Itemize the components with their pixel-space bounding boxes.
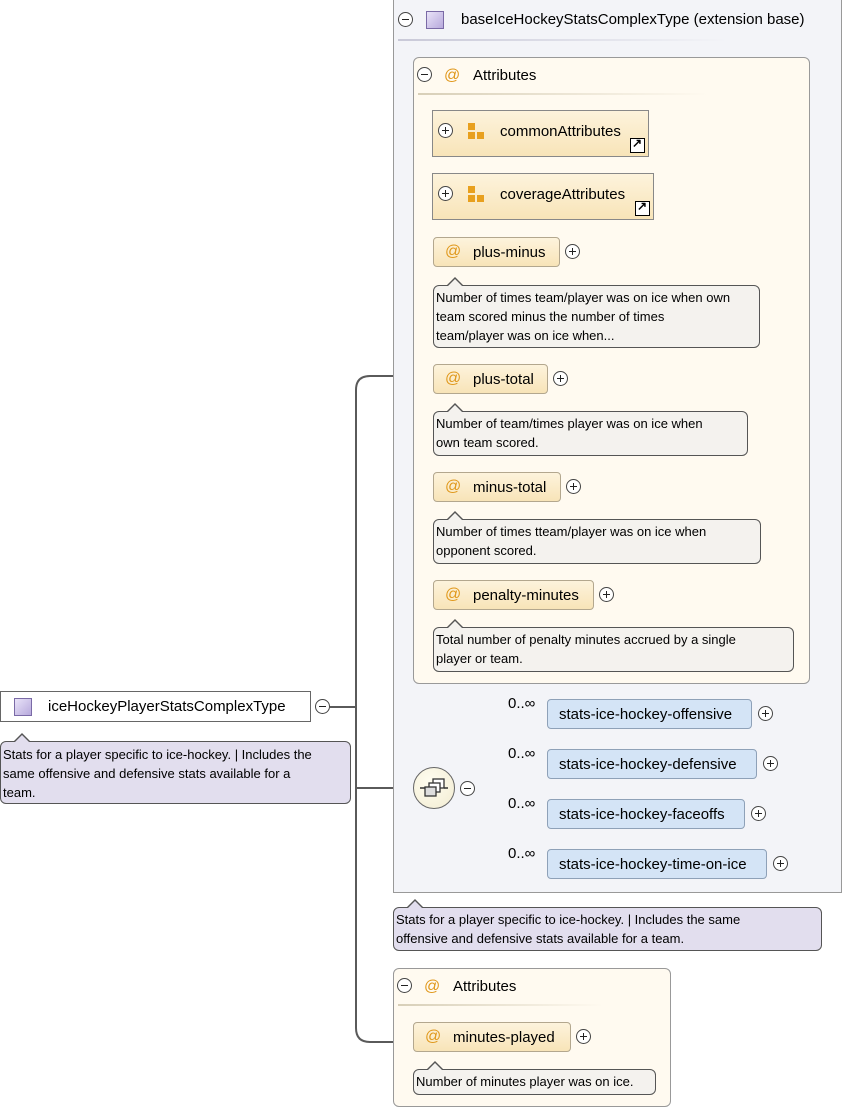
attribute-icon: @ — [445, 370, 462, 387]
expand-icon[interactable] — [758, 706, 773, 721]
root-type-name: iceHockeyPlayerStatsComplexType — [48, 698, 286, 715]
element-stats-ice-hockey-defensive[interactable] — [547, 749, 757, 779]
attributes-underline — [418, 93, 708, 95]
reference-link-icon[interactable]: ↗ — [635, 201, 650, 216]
doc-line: offensive and defensive stats available for a team. — [396, 931, 685, 946]
attribute-group-icon — [477, 195, 484, 202]
occurrence-label: 0..∞ — [508, 745, 536, 762]
group-name: commonAttributes — [500, 123, 621, 140]
collapse-extension-icon[interactable] — [398, 12, 413, 27]
collapse-sequence-icon[interactable] — [460, 781, 475, 796]
extension-title: baseIceHockeyStatsComplexType (extension base) — [461, 11, 805, 28]
attribute-group-icon — [468, 186, 475, 193]
doc-line: opponent scored. — [436, 543, 537, 558]
expand-icon[interactable] — [565, 244, 580, 259]
occurrence-label: 0..∞ — [508, 795, 536, 812]
attribute-name: penalty-minutes — [473, 587, 579, 604]
attributes-title: Attributes — [473, 67, 537, 84]
expand-icon[interactable] — [576, 1029, 591, 1044]
attribute-doc — [433, 627, 794, 672]
attribute-name: plus-total — [473, 371, 534, 388]
attribute-icon: @ — [425, 1028, 442, 1045]
element-name: stats-ice-hockey-defensive — [559, 756, 737, 773]
attribute-plus-total[interactable] — [433, 364, 548, 394]
doc-line: same offensive and defensive stats available for a — [3, 766, 291, 781]
attribute-name: plus-minus — [473, 244, 546, 261]
collapse-attributes-icon[interactable] — [417, 67, 432, 82]
sequence-icon — [414, 768, 454, 808]
attribute-group-common[interactable] — [432, 110, 649, 157]
doc-line: Stats for a player specific to ice-hockey. | Includes the — [3, 747, 312, 762]
collapse-attributes-icon[interactable] — [397, 978, 412, 993]
attribute-doc — [433, 411, 748, 456]
attribute-group-icon — [468, 132, 475, 139]
attribute-plus-minus[interactable] — [433, 237, 560, 267]
root-type-doc — [0, 741, 351, 804]
doc-line: Number of minutes player was on ice. — [416, 1074, 634, 1089]
attributes-underline — [398, 1004, 603, 1006]
reference-link-icon[interactable]: ↗ — [630, 138, 645, 153]
attribute-icon: @ — [445, 478, 462, 495]
element-stats-ice-hockey-time-on-ice[interactable] — [547, 849, 767, 879]
doc-line: player or team. — [436, 651, 523, 666]
attribute-minus-total[interactable] — [433, 472, 561, 502]
attribute-name: minutes-played — [453, 1029, 555, 1046]
title-underline — [398, 39, 728, 41]
extension-doc — [393, 907, 822, 951]
attribute-symbol-icon: @ — [444, 67, 461, 84]
complex-type-icon — [14, 698, 32, 716]
attribute-doc — [433, 519, 761, 564]
attribute-icon: @ — [445, 586, 462, 603]
own-attributes-title: Attributes — [453, 978, 517, 995]
element-name: stats-ice-hockey-offensive — [559, 706, 733, 723]
doc-line: Number of times team/player was on ice when own — [436, 290, 731, 305]
attribute-icon: @ — [445, 243, 462, 260]
doc-line: Number of team/times player was on ice when — [436, 416, 703, 431]
expand-icon[interactable] — [553, 371, 568, 386]
attribute-doc — [413, 1069, 656, 1095]
occurrence-label: 0..∞ — [508, 845, 536, 862]
element-stats-ice-hockey-faceoffs[interactable] — [547, 799, 745, 829]
attribute-group-icon — [468, 195, 475, 202]
element-name: stats-ice-hockey-faceoffs — [559, 806, 725, 823]
attribute-name: minus-total — [473, 479, 547, 496]
doc-line: team. — [3, 785, 36, 800]
expand-icon[interactable] — [751, 806, 766, 821]
occurrence-label: 0..∞ — [508, 695, 536, 712]
attribute-minutes-played[interactable] — [413, 1022, 571, 1052]
expand-icon[interactable] — [773, 856, 788, 871]
sequence-compositor-icon[interactable] — [413, 767, 455, 809]
expand-icon[interactable] — [438, 186, 453, 201]
attribute-group-icon — [468, 123, 475, 130]
doc-line: team scored minus the number of times — [436, 309, 665, 324]
attribute-doc — [433, 285, 760, 348]
expand-icon[interactable] — [763, 756, 778, 771]
collapse-root-icon[interactable] — [315, 699, 330, 714]
group-name: coverageAttributes — [500, 186, 626, 203]
element-stats-ice-hockey-offensive[interactable] — [547, 699, 752, 729]
root-type-box[interactable] — [0, 691, 311, 722]
expand-icon[interactable] — [566, 479, 581, 494]
doc-line: team/player was on ice when... — [436, 328, 615, 343]
attribute-group-coverage[interactable] — [432, 173, 654, 220]
expand-icon[interactable] — [438, 123, 453, 138]
attribute-symbol-icon: @ — [424, 978, 441, 995]
element-name: stats-ice-hockey-time-on-ice — [559, 856, 747, 873]
doc-line: Number of times tteam/player was on ice when — [436, 524, 707, 539]
doc-line: Stats for a player specific to ice-hockey. | Includes the same — [396, 912, 741, 927]
doc-line: own team scored. — [436, 435, 539, 450]
attribute-group-icon — [477, 132, 484, 139]
expand-icon[interactable] — [599, 587, 614, 602]
attribute-penalty-minutes[interactable] — [433, 580, 594, 610]
complex-type-icon — [426, 11, 444, 29]
doc-line: Total number of penalty minutes accrued by a single — [436, 632, 736, 647]
